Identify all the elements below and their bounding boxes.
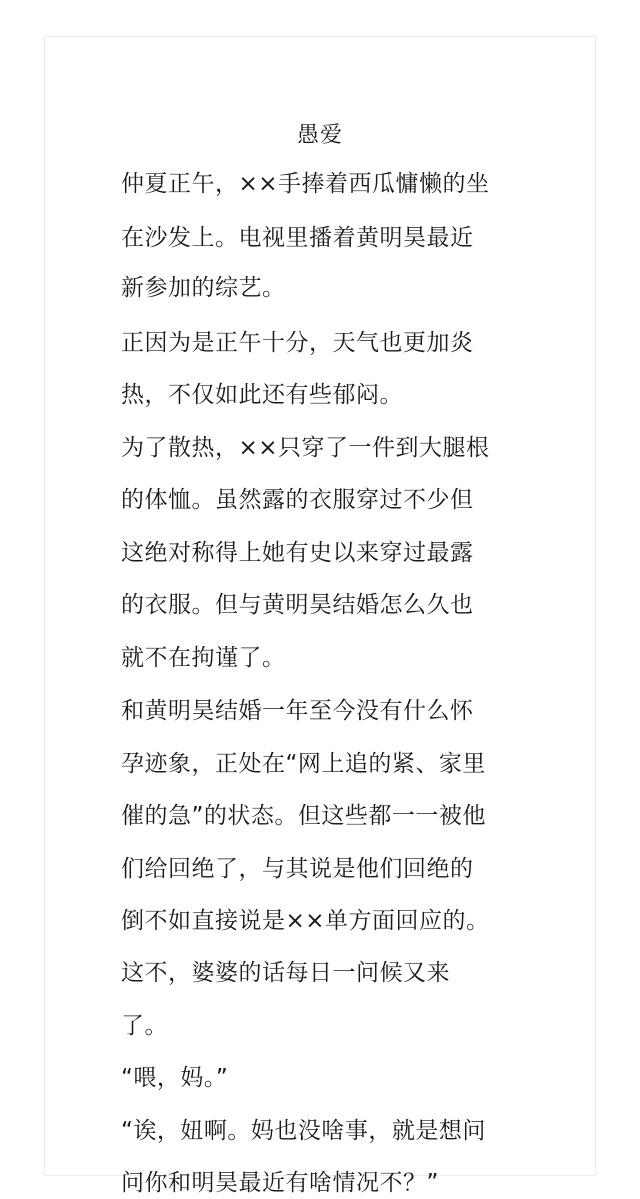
document-page [44, 36, 596, 1196]
text-line: 了。 [121, 1013, 168, 1039]
document-title: 愚爱 [296, 123, 343, 148]
text-line: 的衣服。但与黄明昊结婚怎么久也 [121, 592, 474, 618]
text-line: 为了散热，××只穿了一件到大腿根 [121, 435, 490, 461]
text-line: 催的急”的状态。但这些都一一被他 [121, 803, 486, 829]
text-line: “喂，妈。” [121, 1065, 229, 1091]
text-line: 仲夏正午，××手捧着西瓜慵懒的坐 [121, 171, 490, 197]
text-line: 们给回绝了，与其说是他们回绝的 [121, 856, 474, 882]
text-line: 正因为是正午十分，天气也更加炎 [121, 330, 474, 356]
text-line: 就不在拘谨了。 [121, 645, 286, 671]
text-line: 的体恤。虽然露的衣服穿过不少但 [121, 487, 474, 513]
text-line: 热，不仅如此还有些郁闷。 [121, 382, 403, 408]
text-line: 这不，婆婆的话每日一问候又来 [121, 960, 450, 986]
text-line: 孕迹象，正处在“网上追的紧、家里 [121, 751, 486, 777]
text-line: 这绝对称得上她有史以来穿过最露 [121, 540, 474, 566]
text-line: 问你和明昊最近有啥情况不？” [121, 1170, 439, 1196]
text-line: 和黄明昊结婚一年至今没有什么怀 [121, 698, 474, 724]
text-line: 在沙发上。电视里播着黄明昊最近 [121, 225, 474, 251]
text-line: “诶，妞啊。妈也没啥事，就是想问 [121, 1118, 486, 1144]
text-line: 新参加的综艺。 [121, 275, 286, 301]
text-line: 倒不如直接说是××单方面回应的。 [121, 908, 490, 934]
